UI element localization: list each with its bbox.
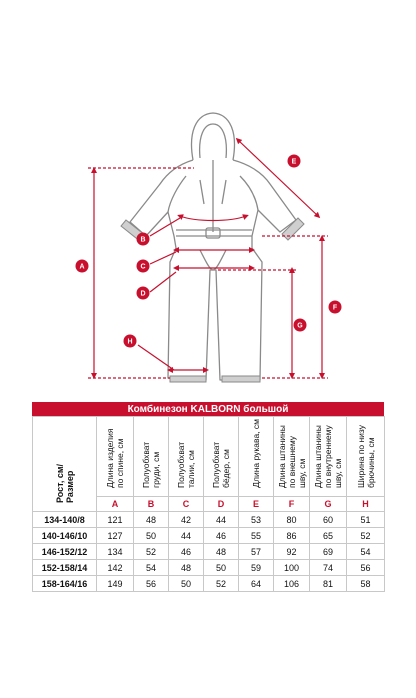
marker-b xyxy=(137,233,150,246)
column-header-c: Полуобхват талии, см xyxy=(169,417,204,497)
value-cell: 74 xyxy=(310,560,347,576)
value-cell: 134 xyxy=(97,544,134,560)
value-cell: 50 xyxy=(204,560,239,576)
value-cell: 55 xyxy=(239,528,274,544)
svg-text:G: G xyxy=(297,322,303,330)
size-table-header-row xyxy=(33,417,385,497)
value-cell: 44 xyxy=(169,528,204,544)
column-letter: C xyxy=(169,497,204,512)
column-letter: A xyxy=(97,497,134,512)
value-cell: 56 xyxy=(134,576,169,592)
value-cell: 54 xyxy=(347,544,385,560)
value-cell: 58 xyxy=(347,576,385,592)
svg-text:F: F xyxy=(332,304,338,312)
value-cell: 64 xyxy=(239,576,274,592)
marker-a xyxy=(76,260,89,273)
column-letter: D xyxy=(204,497,239,512)
column-letter: E xyxy=(239,497,274,512)
column-letter: F xyxy=(274,497,310,512)
value-cell: 46 xyxy=(204,528,239,544)
marker-g xyxy=(294,319,307,332)
value-cell: 51 xyxy=(347,512,385,528)
value-cell: 48 xyxy=(169,560,204,576)
corner-header: Рост, см/ Размер xyxy=(33,417,97,512)
column-header-f: Длина штанины по внешнему шву, см xyxy=(274,417,310,497)
value-cell: 142 xyxy=(97,560,134,576)
value-cell: 44 xyxy=(204,512,239,528)
column-header-b: Полуобхват груди, см xyxy=(134,417,169,497)
svg-text:H: H xyxy=(127,338,133,346)
value-cell: 106 xyxy=(274,576,310,592)
value-cell: 86 xyxy=(274,528,310,544)
value-cell: 69 xyxy=(310,544,347,560)
column-header-a: Длина изделия по спине, см xyxy=(97,417,134,497)
value-cell: 46 xyxy=(169,544,204,560)
marker-d xyxy=(137,287,150,300)
svg-text:D: D xyxy=(140,290,146,298)
marker-e xyxy=(288,155,301,168)
value-cell: 149 xyxy=(97,576,134,592)
value-cell: 57 xyxy=(239,544,274,560)
table-row xyxy=(33,512,385,528)
value-cell: 127 xyxy=(97,528,134,544)
value-cell: 48 xyxy=(134,512,169,528)
value-cell: 65 xyxy=(310,528,347,544)
svg-text:B: B xyxy=(140,236,146,244)
value-cell: 53 xyxy=(239,512,274,528)
column-letter: G xyxy=(310,497,347,512)
size-cell: 134-140/8 xyxy=(33,512,97,528)
column-letter: B xyxy=(134,497,169,512)
value-cell: 52 xyxy=(134,544,169,560)
table-row xyxy=(33,528,385,544)
value-cell: 52 xyxy=(347,528,385,544)
value-cell: 80 xyxy=(274,512,310,528)
size-cell: 152-158/14 xyxy=(33,560,97,576)
cuffs xyxy=(121,218,304,382)
column-header-g: Длина штанины по внутреннему шву, см xyxy=(310,417,347,497)
svg-text:C: C xyxy=(140,263,146,271)
value-cell: 54 xyxy=(134,560,169,576)
value-cell: 59 xyxy=(239,560,274,576)
marker-h xyxy=(124,335,137,348)
svg-text:E: E xyxy=(291,158,297,166)
value-cell: 50 xyxy=(134,528,169,544)
column-header-e: Длина рукава, см xyxy=(239,417,274,497)
table-row xyxy=(33,560,385,576)
value-cell: 56 xyxy=(347,560,385,576)
marker-c xyxy=(137,260,150,273)
value-cell: 60 xyxy=(310,512,347,528)
table-row xyxy=(33,544,385,560)
size-cell: 146-152/12 xyxy=(33,544,97,560)
column-letter: H xyxy=(347,497,385,512)
size-table xyxy=(32,416,385,592)
jumpsuit-outline xyxy=(130,113,296,380)
marker-f xyxy=(329,301,342,314)
value-cell: 52 xyxy=(204,576,239,592)
size-cell: 140-146/10 xyxy=(33,528,97,544)
value-cell: 92 xyxy=(274,544,310,560)
table-row xyxy=(33,576,385,592)
value-cell: 81 xyxy=(310,576,347,592)
size-cell: 158-164/16 xyxy=(33,576,97,592)
column-header-d: Полуобхват бёдер, см xyxy=(204,417,239,497)
column-header-h: Ширина по низу брючины, см xyxy=(347,417,385,497)
svg-text:A: A xyxy=(79,263,85,271)
size-table-title: Комбинезон KALBORN большой xyxy=(32,402,384,416)
value-cell: 50 xyxy=(169,576,204,592)
value-cell: 100 xyxy=(274,560,310,576)
value-cell: 121 xyxy=(97,512,134,528)
value-cell: 42 xyxy=(169,512,204,528)
value-cell: 48 xyxy=(204,544,239,560)
